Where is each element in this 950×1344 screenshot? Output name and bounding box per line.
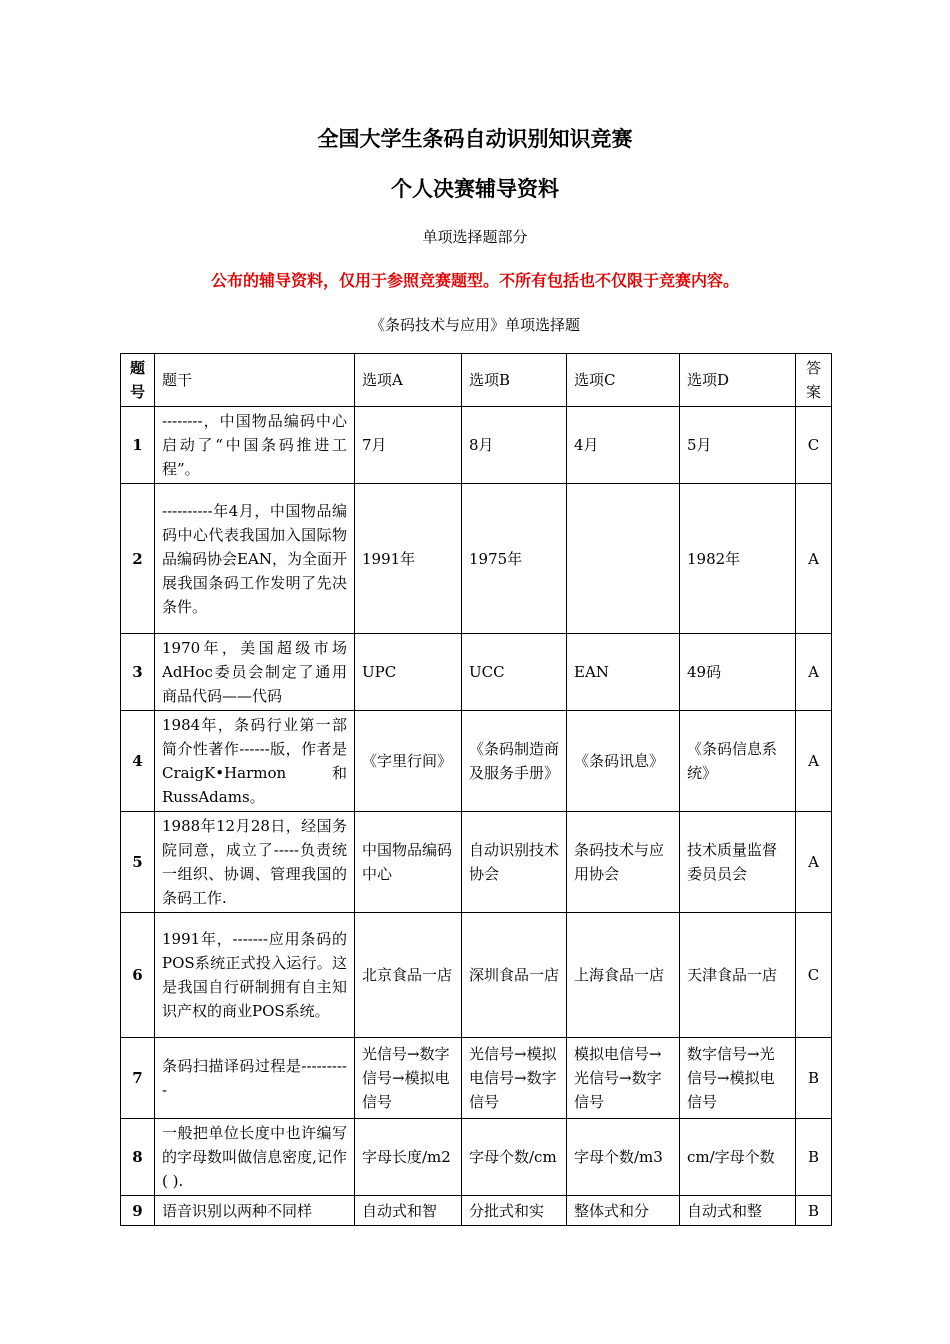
- option-b: 1975年: [462, 484, 567, 634]
- answer: C: [796, 407, 832, 484]
- answer: A: [796, 711, 832, 812]
- header-option-d: 选项D: [680, 354, 796, 407]
- question-table: [120, 353, 832, 1226]
- header-num: 题号: [121, 354, 155, 407]
- question-stem: ----------年4月，中国物品编码中心代表我国加入国际物品编码协会EAN，为全面开展我国条码工作发明了先决条件。: [155, 484, 355, 634]
- option-d: 《条码信息系统》: [680, 711, 796, 812]
- option-b: 8月: [462, 407, 567, 484]
- header-stem: 题干: [155, 354, 355, 407]
- option-c: 4月: [567, 407, 680, 484]
- question-number: 5: [121, 812, 155, 913]
- option-c: 整体式和分: [567, 1196, 680, 1226]
- answer: A: [796, 634, 832, 711]
- question-number: 9: [121, 1196, 155, 1226]
- table-row: [121, 812, 832, 913]
- question-stem: 1984年，条码行业第一部简介性著作------版，作者是CraigK•Harmon和RussAdams。: [155, 711, 355, 812]
- option-b: 深圳食品一店: [462, 913, 567, 1038]
- table-row: [121, 1038, 832, 1119]
- header-answer: 答案: [796, 354, 832, 407]
- option-a: 自动式和智: [355, 1196, 462, 1226]
- part-heading: 单项选择题部分: [422, 228, 528, 246]
- question-number: 2: [121, 484, 155, 634]
- table-row: [121, 634, 832, 711]
- question-stem: 1991年，-------应用条码的POS系统正式投入运行。这是我国自行研制拥有自主知识产权的商业POS系统。: [155, 913, 355, 1038]
- question-number: 7: [121, 1038, 155, 1119]
- answer: A: [796, 484, 832, 634]
- option-d: 数字信号→光信号→模拟电信号: [680, 1038, 796, 1119]
- option-a: 中国物品编码中心: [355, 812, 462, 913]
- option-c: 条码技术与应用协会: [567, 812, 680, 913]
- option-b: 《条码制造商及服务手册》: [462, 711, 567, 812]
- option-d: 技术质量监督委员员会: [680, 812, 796, 913]
- option-d: 天津食品一店: [680, 913, 796, 1038]
- option-a: 7月: [355, 407, 462, 484]
- answer: B: [796, 1119, 832, 1196]
- option-b: 字母个数/cm: [462, 1119, 567, 1196]
- document-subtitle: 个人决赛辅导资料: [391, 177, 559, 201]
- option-d: 5月: [680, 407, 796, 484]
- question-number: 3: [121, 634, 155, 711]
- notice-text: 公布的辅导资料，仅用于参照竞赛题型。不所有包括也不仅限于竞赛内容。: [210, 271, 739, 290]
- option-c: 上海食品一店: [567, 913, 680, 1038]
- answer: A: [796, 812, 832, 913]
- table-header-row: [121, 354, 832, 407]
- question-number: 6: [121, 913, 155, 1038]
- option-a: 光信号→数字信号→模拟电信号: [355, 1038, 462, 1119]
- answer: C: [796, 913, 832, 1038]
- option-c: 字母个数/m3: [567, 1119, 680, 1196]
- table-row: [121, 407, 832, 484]
- option-a: 1991年: [355, 484, 462, 634]
- answer: B: [796, 1196, 832, 1226]
- section-title: 《条码技术与应用》单项选择题: [369, 316, 580, 334]
- option-a: UPC: [355, 634, 462, 711]
- question-number: 1: [121, 407, 155, 484]
- question-number: 4: [121, 711, 155, 812]
- question-stem: 条码扫描译码过程是----------: [155, 1038, 355, 1119]
- option-c: EAN: [567, 634, 680, 711]
- question-stem: 1988年12月28日，经国务院同意，成立了-----负责统一组织、协调、管理我国的条码工作.: [155, 812, 355, 913]
- table-row: [121, 484, 832, 634]
- table-row: [121, 1196, 832, 1226]
- option-a: 北京食品一店: [355, 913, 462, 1038]
- option-b: 光信号→模拟电信号→数字信号: [462, 1038, 567, 1119]
- document-title: 全国大学生条码自动识别知识竞赛: [317, 127, 633, 151]
- option-d: 1982年: [680, 484, 796, 634]
- question-stem: 一般把单位长度中也许编写的字母数叫做信息密度,记作( ).: [155, 1119, 355, 1196]
- option-b: UCC: [462, 634, 567, 711]
- option-b: 分批式和实: [462, 1196, 567, 1226]
- question-stem: --------，中国物品编码中心启动了“中国条码推进工程”。: [155, 407, 355, 484]
- header-option-b: 选项B: [462, 354, 567, 407]
- answer: B: [796, 1038, 832, 1119]
- option-c: [567, 484, 680, 634]
- question-stem: 1970年，美国超级市场AdHoc委员会制定了通用商品代码——代码: [155, 634, 355, 711]
- table-row: [121, 711, 832, 812]
- question-stem: 语音识别以两种不同样: [155, 1196, 355, 1226]
- option-d: 自动式和整: [680, 1196, 796, 1226]
- option-b: 自动识别技术协会: [462, 812, 567, 913]
- option-d: cm/字母个数: [680, 1119, 796, 1196]
- option-a: 《字里行间》: [355, 711, 462, 812]
- option-c: 《条码讯息》: [567, 711, 680, 812]
- header-option-a: 选项A: [355, 354, 462, 407]
- option-a: 字母长度/m2: [355, 1119, 462, 1196]
- header-option-c: 选项C: [567, 354, 680, 407]
- option-c: 模拟电信号→光信号→数字信号: [567, 1038, 680, 1119]
- option-d: 49码: [680, 634, 796, 711]
- question-number: 8: [121, 1119, 155, 1196]
- table-row: [121, 1119, 832, 1196]
- table-row: [121, 913, 832, 1038]
